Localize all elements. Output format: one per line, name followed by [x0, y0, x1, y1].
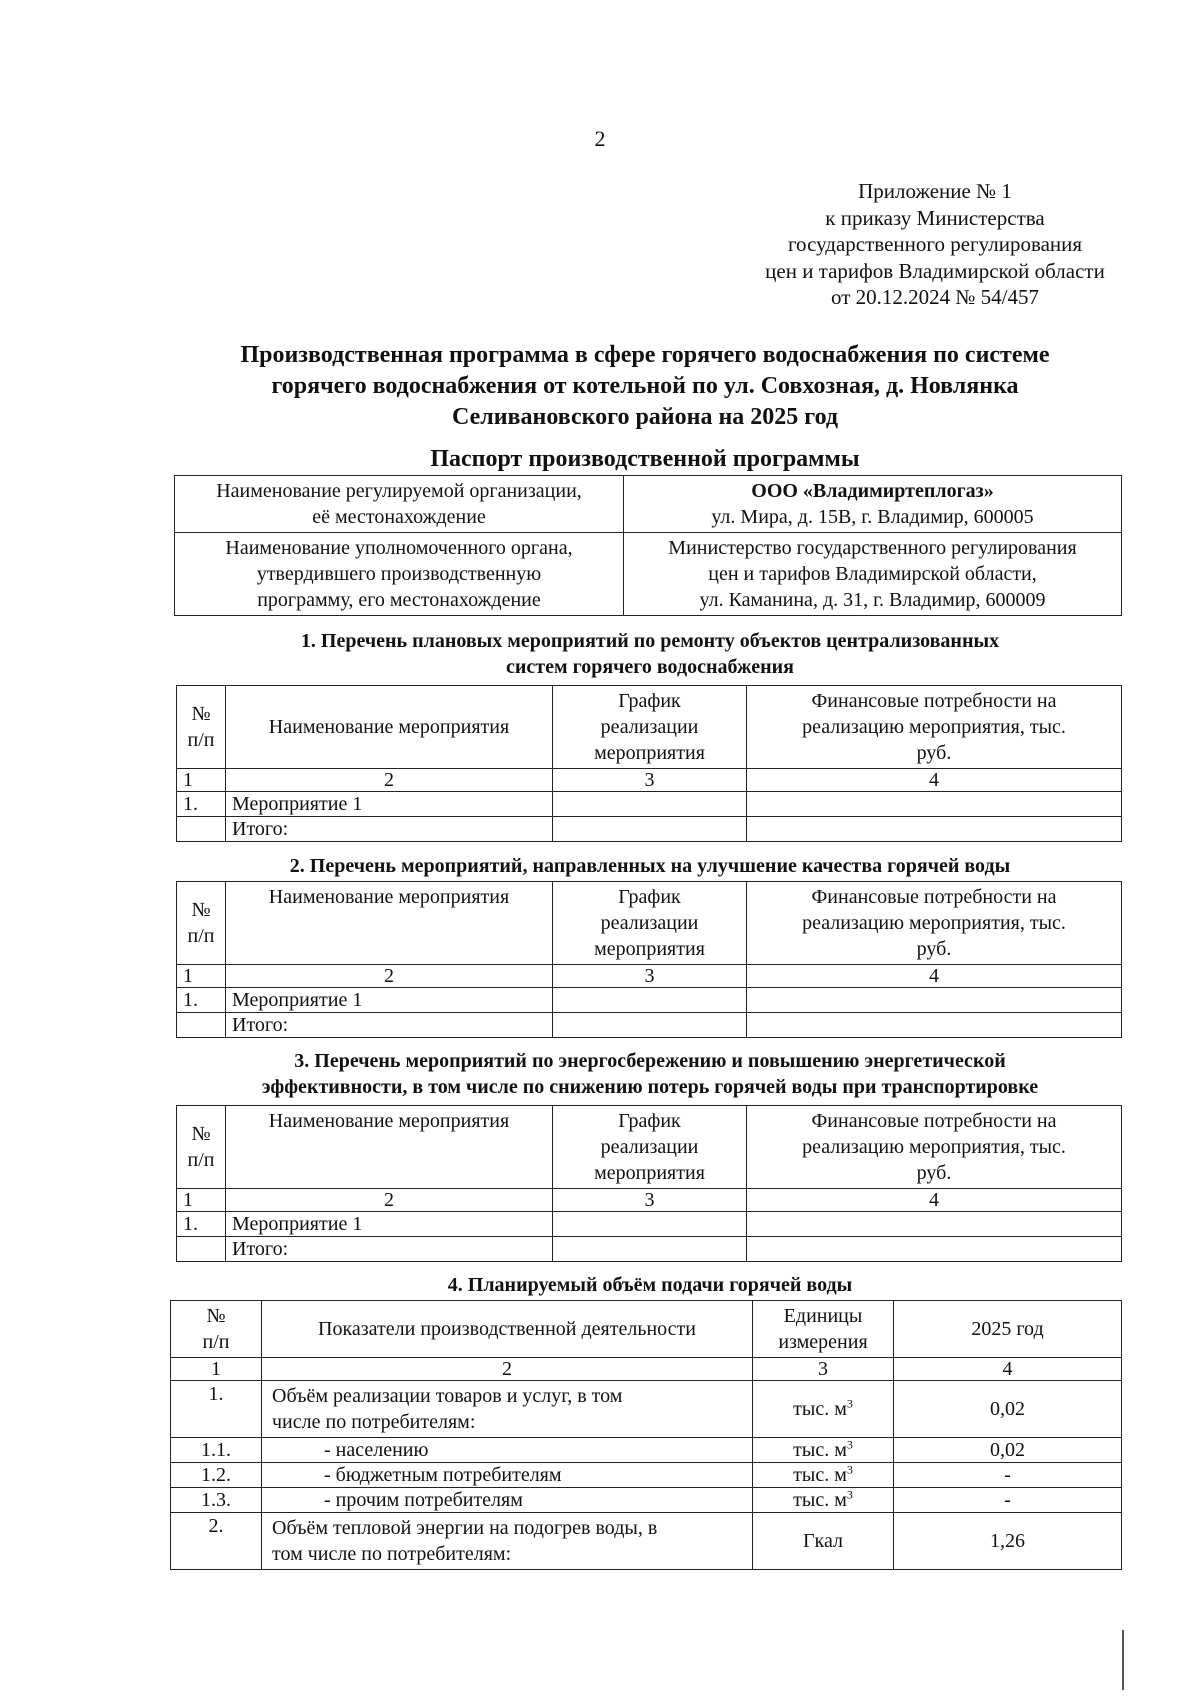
col-name-header: Наименование мероприятия [226, 1106, 553, 1189]
cell-line: руб. [916, 742, 952, 764]
section2-title: 2. Перечень мероприятий, направленных на улучшение качества горячей воды [289, 855, 1011, 877]
cell-line: ул. Каманина, д. 31, г. Владимир, 600009 [699, 589, 1046, 611]
cell-line: п/п [202, 1331, 230, 1353]
section2-table [176, 881, 1122, 1038]
cell-line: Министерство государственного регулирования [668, 537, 1077, 559]
title-line: 3. Перечень мероприятий по энергосбережению и повышению энергетической [294, 1050, 1006, 1072]
cell-line: Финансовые потребности на [811, 886, 1057, 908]
section1-title [180, 628, 1120, 680]
col-name-header: Наименование мероприятия [226, 882, 553, 965]
cell-line: утвердившего производственную [256, 563, 542, 585]
cell-line: Наименование уполномоченного органа, [225, 537, 573, 559]
appendix-line: к приказу Министерства [825, 205, 1045, 230]
col-finance-header [747, 686, 1122, 769]
col-number: 4 [747, 965, 1122, 988]
table-row [171, 1381, 1122, 1438]
row-name [262, 1381, 753, 1438]
cell-line: её местонахождение [312, 506, 486, 528]
row-number: 1.3. [171, 1488, 262, 1513]
title-line: эффективности, в том числе по снижению потерь горячей воды при транспортировке [261, 1076, 1039, 1098]
row-number: 1.2. [171, 1463, 262, 1488]
section4-title: 4. Планируемый объём подачи горячей воды [447, 1274, 853, 1296]
unit-exponent: 3 [846, 1487, 853, 1502]
total-row [177, 1237, 1122, 1262]
table-row [177, 988, 1122, 1013]
row-name: - населению [262, 1438, 753, 1463]
cell-line: руб. [916, 938, 952, 960]
total-label: Итого: [226, 817, 553, 842]
cell-line: Финансовые потребности на [811, 1110, 1057, 1132]
header-row [171, 1301, 1122, 1358]
total-label: Итого: [226, 1013, 553, 1038]
organization-name: ООО «Владимиртеплогаз» [751, 480, 994, 502]
title-line: 1. Перечень плановых мероприятий по ремонту объектов централизованных [300, 630, 1000, 652]
row-name: Мероприятие 1 [226, 792, 553, 817]
row-unit [753, 1463, 894, 1488]
table-row [177, 792, 1122, 817]
cell-line: Единицы [783, 1305, 863, 1327]
empty-cell [553, 988, 747, 1013]
column-number-row [171, 1358, 1122, 1381]
column-number-row [177, 769, 1122, 792]
passport-value [624, 533, 1122, 616]
cell-line: измерения [778, 1331, 868, 1353]
section3-table [176, 1105, 1122, 1262]
cell-line: Наименование регулируемой организации, [216, 480, 582, 502]
cell-line: том числе по потребителям: [272, 1543, 512, 1565]
appendix-line: государственного регулирования [787, 232, 1083, 256]
cell-line: п/п [187, 729, 215, 751]
section3-title [180, 1048, 1120, 1100]
row-name [262, 1513, 753, 1570]
empty-cell [177, 1237, 226, 1262]
table-row [171, 1463, 1122, 1488]
row-number: 1. [177, 988, 226, 1013]
row-value: 0,02 [894, 1381, 1122, 1438]
col-finance-header [747, 882, 1122, 965]
passport-heading: Паспорт производственной программы [430, 446, 860, 472]
unit-text: тыс. м [793, 1489, 847, 1511]
col-number: 1 [177, 965, 226, 988]
title-line: систем горячего водоснабжения [506, 656, 794, 678]
col-number: 2 [226, 769, 553, 792]
cell-line: № [191, 899, 211, 921]
cell-line: реализации [600, 912, 699, 934]
col-number: 2 [226, 1189, 553, 1212]
col-number: 2 [262, 1358, 753, 1381]
empty-cell [747, 1013, 1122, 1038]
col-finance-header [747, 1106, 1122, 1189]
unit-exponent: 3 [846, 1462, 853, 1477]
cell-line: № [206, 1305, 226, 1327]
empty-cell [553, 1013, 747, 1038]
page-number: 2 [594, 126, 606, 151]
col-number: 3 [553, 965, 747, 988]
cell-line: мероприятия [594, 1162, 705, 1184]
table-row [175, 533, 1122, 616]
cell-line: реализацию мероприятия, тыс. [802, 716, 1066, 738]
col-number: 1 [177, 1189, 226, 1212]
col-number: 4 [747, 769, 1122, 792]
empty-cell [553, 792, 747, 817]
title-line: Селивановского района на 2025 год [451, 404, 839, 430]
cell-line: График [618, 690, 681, 712]
row-unit: Гкал [753, 1513, 894, 1570]
row-number: 1. [177, 792, 226, 817]
passport-table [174, 475, 1122, 616]
cell-line: реализации [600, 716, 699, 738]
row-name: Мероприятие 1 [226, 1212, 553, 1237]
row-name: Мероприятие 1 [226, 988, 553, 1013]
passport-value [624, 476, 1122, 533]
col-schedule-header [553, 882, 747, 965]
passport-label [175, 533, 624, 616]
cell-line: № [191, 1123, 211, 1145]
cell-line: п/п [187, 925, 215, 947]
unit-text: тыс. м [793, 1397, 847, 1420]
cell-line: п/п [187, 1149, 215, 1171]
empty-cell [747, 988, 1122, 1013]
cell-line: ул. Мира, д. 15В, г. Владимир, 600005 [711, 506, 1034, 528]
cell-line: Объём реализации товаров и услуг, в том [272, 1385, 623, 1407]
section1-table [176, 685, 1122, 842]
cell-line: Объём тепловой энергии на подогрев воды, в [272, 1517, 658, 1539]
col-num-header [171, 1301, 262, 1358]
row-value: 1,26 [894, 1513, 1122, 1570]
cell-line: Финансовые потребности на [811, 690, 1057, 712]
empty-cell [177, 817, 226, 842]
empty-cell [553, 1212, 747, 1237]
row-name: - бюджетным потребителям [262, 1463, 753, 1488]
col-number: 4 [747, 1189, 1122, 1212]
cell-line: реализацию мероприятия, тыс. [802, 912, 1066, 934]
col-number: 1 [177, 769, 226, 792]
cell-line: реализации [600, 1136, 699, 1158]
cell-line: График [618, 1110, 681, 1132]
total-row [177, 817, 1122, 842]
col-schedule-header [553, 1106, 747, 1189]
col-num-header [177, 686, 226, 769]
table-row [177, 1212, 1122, 1237]
col-indicator-header: Показатели производственной деятельности [262, 1301, 753, 1358]
empty-cell [747, 792, 1122, 817]
col-num-header [177, 1106, 226, 1189]
column-number-row [177, 965, 1122, 988]
unit-text: тыс. м [793, 1439, 847, 1461]
appendix-line: Приложение № 1 [858, 179, 1012, 203]
row-unit [753, 1488, 894, 1513]
row-unit [753, 1381, 894, 1438]
cell-line: руб. [916, 1162, 952, 1184]
scan-edge-mark [1122, 1630, 1124, 1690]
total-label: Итого: [226, 1237, 553, 1262]
col-unit-header [753, 1301, 894, 1358]
col-year-header: 2025 год [894, 1301, 1122, 1358]
total-row [177, 1013, 1122, 1038]
title-line: Производственная программа в сфере горячего водоснабжения по системе [240, 342, 1050, 368]
row-value: 0,02 [894, 1438, 1122, 1463]
document-title [170, 340, 1120, 433]
col-schedule-header [553, 686, 747, 769]
cell-line: программу, его местонахождение [257, 589, 541, 611]
empty-cell [553, 1237, 747, 1262]
empty-cell [747, 1212, 1122, 1237]
cell-line: цен и тарифов Владимирской области, [708, 563, 1037, 585]
row-number: 1. [171, 1381, 262, 1438]
header-row [177, 882, 1122, 965]
col-number: 3 [553, 1189, 747, 1212]
table-row [175, 476, 1122, 533]
col-number: 4 [894, 1358, 1122, 1381]
title-line: горячего водоснабжения от котельной по ул. Совхозная, д. Новлянка [271, 373, 1019, 399]
unit-text: тыс. м [793, 1464, 847, 1486]
col-num-header [177, 882, 226, 965]
empty-cell [553, 817, 747, 842]
table-row [171, 1513, 1122, 1570]
passport-label [175, 476, 624, 533]
appendix-block [735, 178, 1135, 311]
section4-table [170, 1300, 1122, 1570]
cell-line: График [618, 886, 681, 908]
col-name-header: Наименование мероприятия [226, 686, 553, 769]
row-number: 1.1. [171, 1438, 262, 1463]
header-row [177, 1106, 1122, 1189]
empty-cell [747, 817, 1122, 842]
table-row [171, 1438, 1122, 1463]
column-number-row [177, 1189, 1122, 1212]
unit-exponent: 3 [846, 1395, 853, 1410]
appendix-line: цен и тарифов Владимирской области [765, 258, 1105, 283]
row-number: 1. [177, 1212, 226, 1237]
cell-line: реализацию мероприятия, тыс. [802, 1136, 1066, 1158]
row-number: 2. [171, 1513, 262, 1570]
table-row [171, 1488, 1122, 1513]
cell-line: № [191, 703, 211, 725]
row-unit [753, 1438, 894, 1463]
cell-line: мероприятия [594, 742, 705, 764]
empty-cell [747, 1237, 1122, 1262]
empty-cell [177, 1013, 226, 1038]
header-row [177, 686, 1122, 769]
col-number: 2 [226, 965, 553, 988]
row-value: - [894, 1488, 1122, 1513]
row-name: - прочим потребителям [262, 1488, 753, 1513]
unit-exponent: 3 [846, 1437, 853, 1452]
col-number: 1 [171, 1358, 262, 1381]
appendix-line: от 20.12.2024 № 54/457 [830, 285, 1040, 309]
col-number: 3 [753, 1358, 894, 1381]
cell-line: мероприятия [594, 938, 705, 960]
row-value: - [894, 1463, 1122, 1488]
cell-line: числе по потребителям: [272, 1411, 476, 1433]
col-number: 3 [553, 769, 747, 792]
